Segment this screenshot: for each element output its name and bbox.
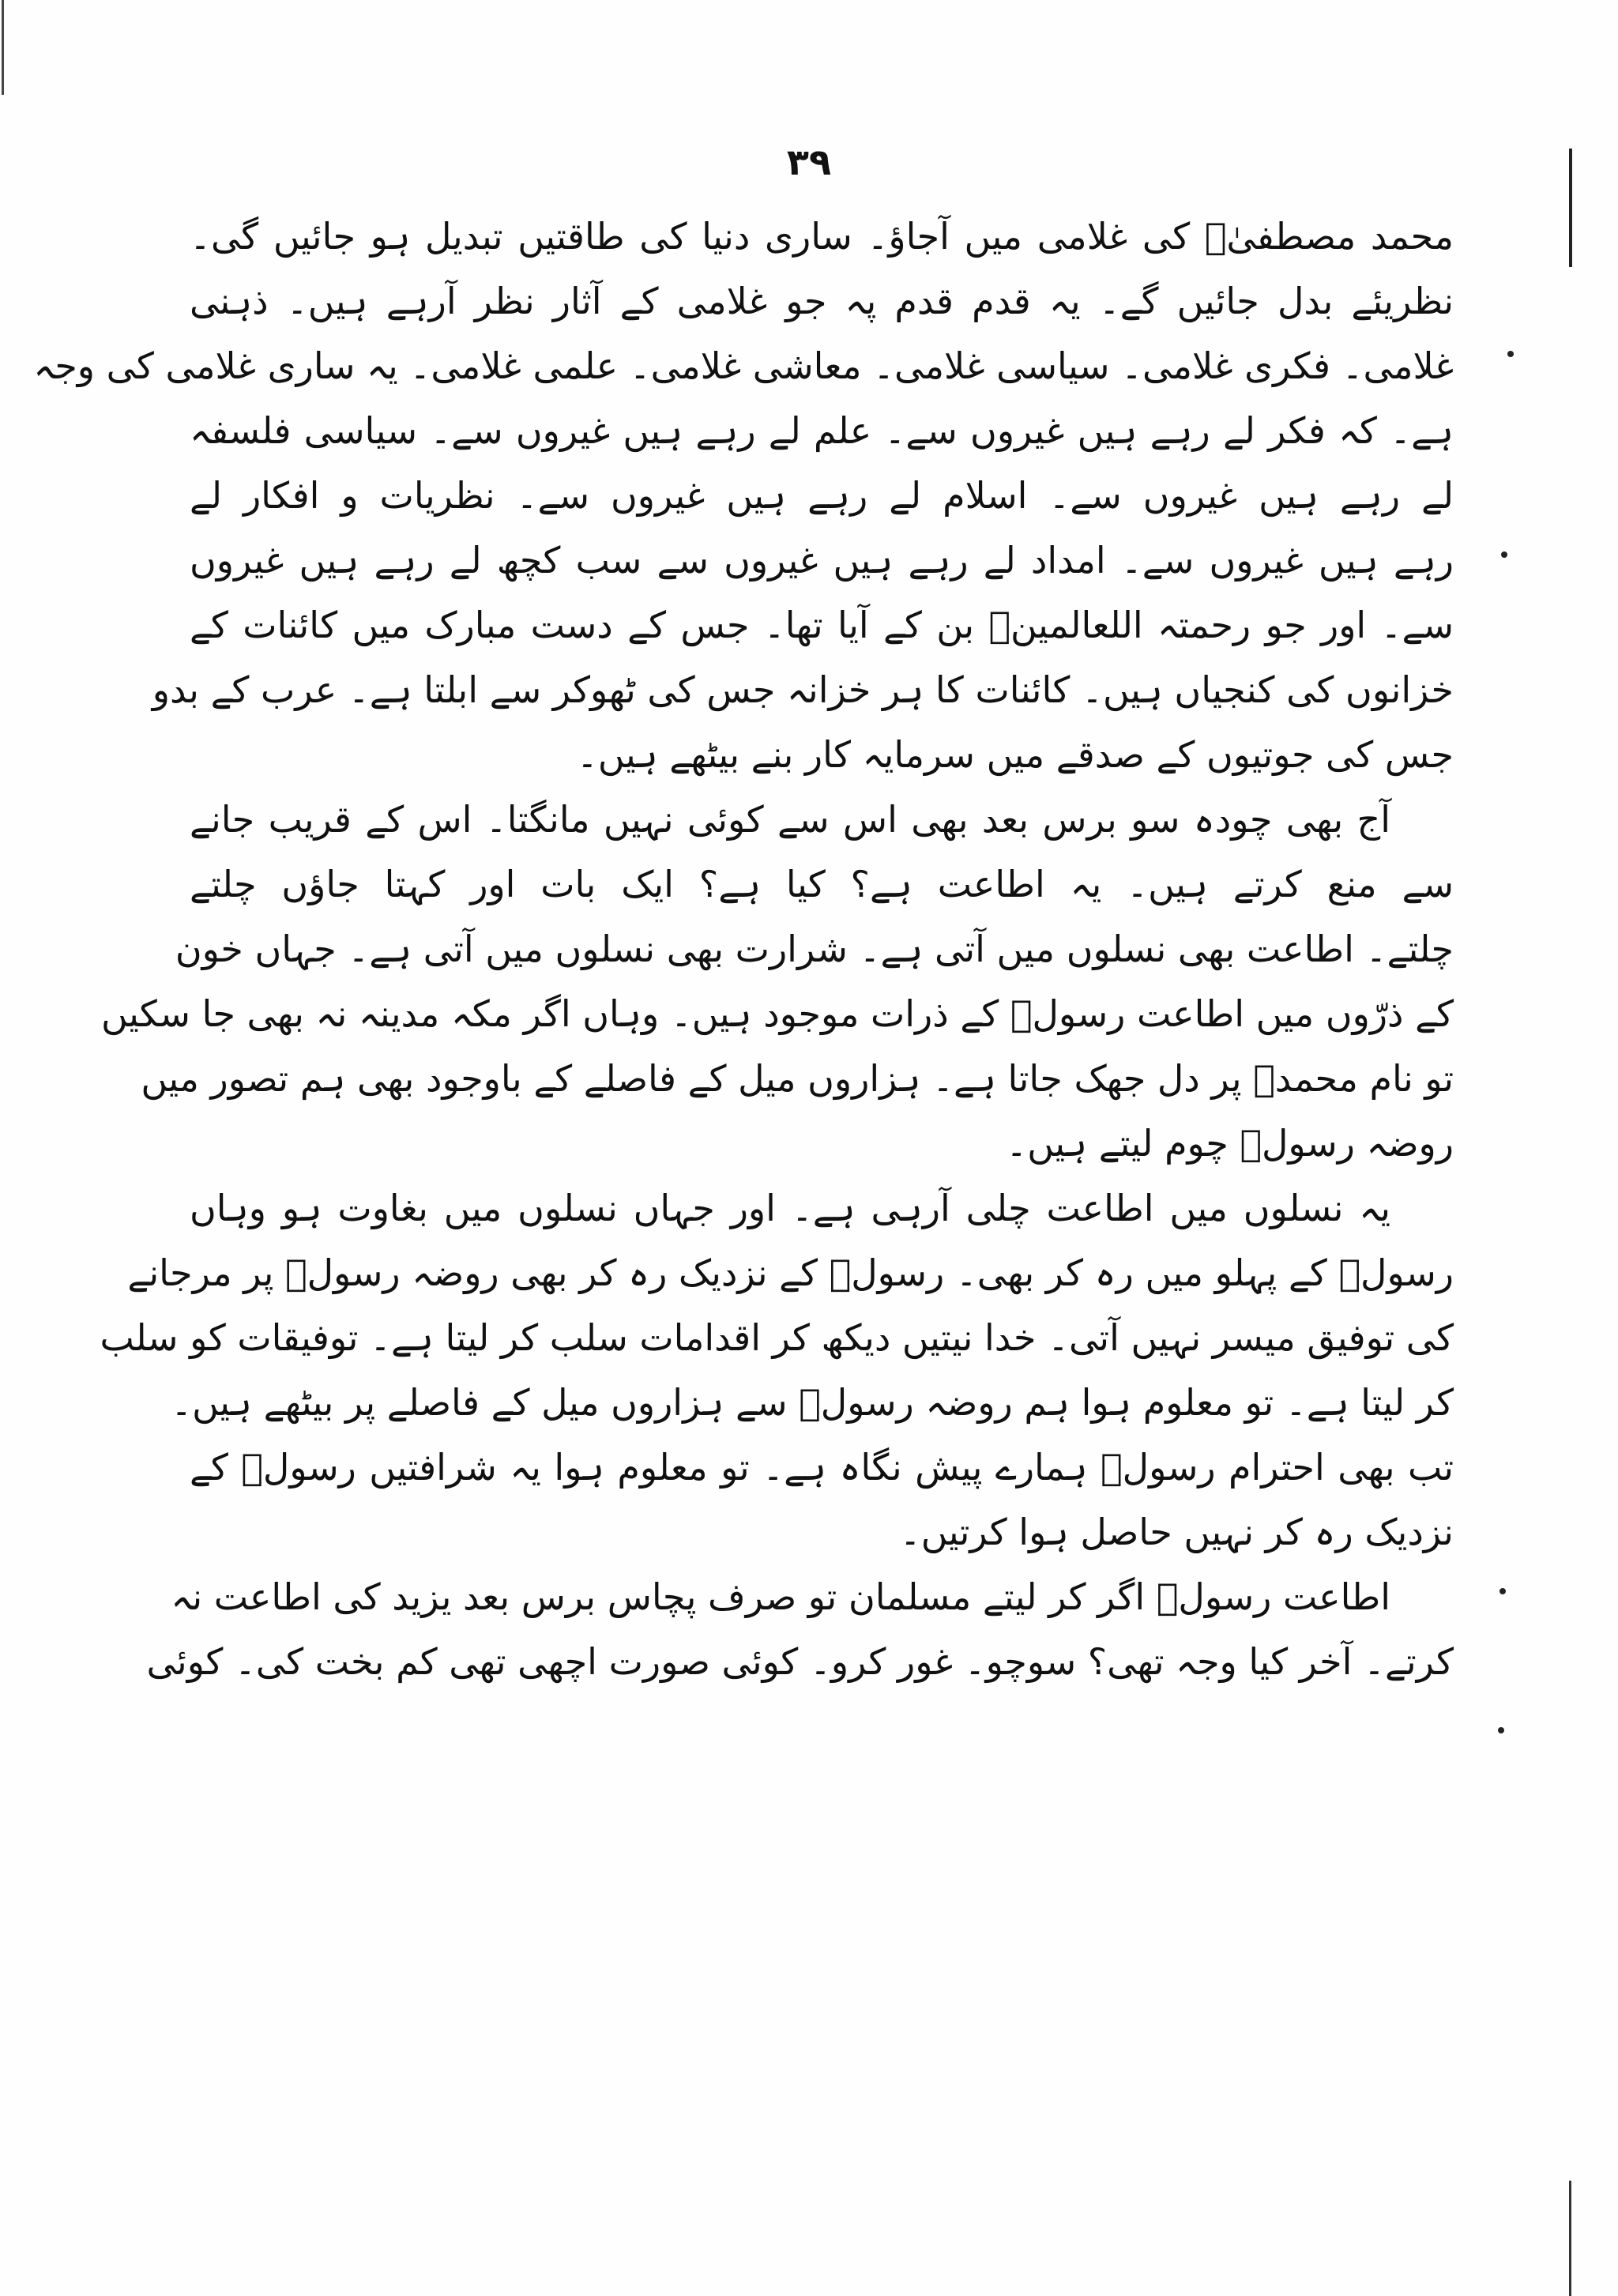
text-line: رہے ہیں غیروں سے۔ امداد لے رہے ہیں غیروں سے سب کچھ لے رہے ہیں غیروں (190, 539, 1454, 582)
margin-dot (1499, 1588, 1506, 1594)
text-line: یہ نسلوں میں اطاعت چلی آرہی ہے۔ اور جہاں نسلوں میں بغاوت ہو وہاں (190, 1187, 1390, 1229)
margin-rule-bottom (1569, 2181, 1571, 2296)
scan-edge-line (2, 0, 4, 95)
text-line: ہے۔ کہ فکر لے رہے ہیں غیروں سے۔ علم لے رہے ہیں غیروں سے۔ سیاسی فلسفہ (190, 409, 1454, 452)
text-line: اطاعت رسولؐ اگر کر لیتے مسلمان تو صرف پچاس برس بعد یزید کی اطاعت نہ (171, 1575, 1390, 1618)
text-line: خزانوں کی کنجیاں ہیں۔ کائنات کا ہر خزانہ جس کی ٹھوکر سے ابلتا ہے۔ عرب کے بدو (152, 668, 1454, 711)
text-line: آج بھی چودہ سو برس بعد بھی اس سے کوئی نہیں مانگتا۔ اس کے قریب جانے (190, 798, 1390, 841)
text-line: تب بھی احترام رسولؐ ہمارے پیش نگاہ ہے۔ تو معلوم ہوا یہ شرافتیں رسولؐ کے (190, 1446, 1454, 1489)
text-line: نزدیک رہ کر نہیں حاصل ہوا کرتیں۔ (899, 1511, 1454, 1553)
margin-dot (1498, 1727, 1504, 1733)
margin-dot (1507, 351, 1514, 357)
text-line: نظریئے بدل جائیں گے۔ یہ قدم قدم پہ جو غلامی کے آثار نظر آرہے ہیں۔ ذہنی (190, 280, 1454, 322)
text-line: سے منع کرتے ہیں۔ یہ اطاعت ہے؟ کیا ہے؟ ایک بات اور کہتا جاؤں چلتے (190, 863, 1454, 905)
text-line: رسولؐ کے پہلو میں رہ کر بھی۔ رسولؐ کے نزدیک رہ کر بھی روضہ رسولؐ پر مرجانے (127, 1252, 1454, 1294)
text-line: محمد مصطفیٰؐ کی غلامی میں آجاؤ۔ ساری دنیا کی طاقتیں تبدیل ہو جائیں گی۔ (190, 215, 1454, 258)
text-line: کر لیتا ہے۔ تو معلوم ہوا ہم روضہ رسولؐ سے ہزاروں میل کے فاصلے پر بیٹھے ہیں۔ (171, 1381, 1454, 1424)
margin-dot (1501, 551, 1507, 558)
text-line: کے ذرّوں میں اطاعت رسولؐ کے ذرات موجود ہیں۔ وہاں اگر مکہ مدینہ نہ بھی جا سکیں (101, 992, 1454, 1035)
text-line: سے۔ اور جو رحمتہ اللعالمینؐ بن کے آیا تھا۔ جس کے دست مبارک میں کائنات کے (190, 604, 1454, 646)
text-line: چلتے۔ اطاعت بھی نسلوں میں آتی ہے۔ شرارت بھی نسلوں میں آتی ہے۔ جہاں خون (175, 928, 1454, 970)
page-number: ۳۹ (786, 141, 832, 183)
text-line: غلامی۔ فکری غلامی۔ سیاسی غلامی۔ معاشی غلامی۔ علمی غلامی۔ یہ ساری غلامی کی وجہ (33, 344, 1454, 387)
text-line: تو نام محمدؐ پر دل جھک جاتا ہے۔ ہزاروں میل کے فاصلے کے باوجود بھی ہم تصور میں (141, 1057, 1454, 1100)
body-text (33, 204, 1454, 1694)
text-line: لے رہے ہیں غیروں سے۔ اسلام لے رہے ہیں غیروں سے۔ نظریات و افکار لے (190, 474, 1454, 517)
text-line: کی توفیق میسر نہیں آتی۔ خدا نیتیں دیکھ کر اقدامات سلب کر لیتا ہے۔ توفیقات کو سلب (100, 1316, 1454, 1359)
text-line: کرتے۔ آخر کیا وجہ تھی؟ سوچو۔ غور کرو۔ کوئی صورت اچھی تھی کم بخت کی۔ کوئی (146, 1640, 1454, 1683)
text-line: جس کی جوتیوں کے صدقے میں سرمایہ کار بنے بیٹھے ہیں۔ (576, 733, 1454, 776)
text-line: روضہ رسولؐ چوم لیتے ہیں۔ (1006, 1122, 1454, 1165)
